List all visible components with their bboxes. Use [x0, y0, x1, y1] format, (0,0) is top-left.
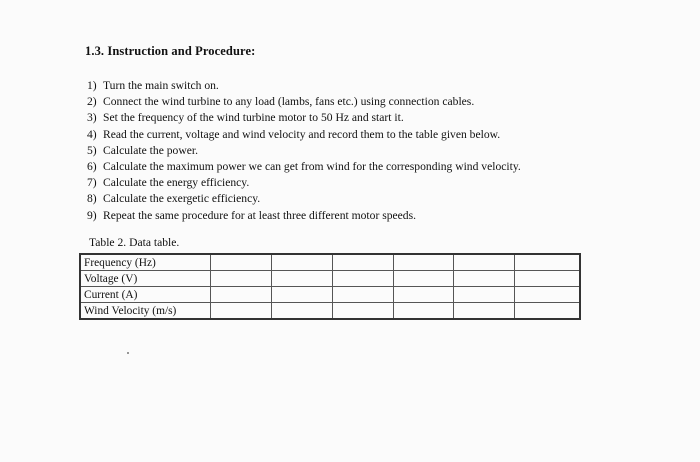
data-cell [211, 303, 272, 320]
data-cell [211, 287, 272, 303]
step-text: Connect the wind turbine to any load (lambs, fans etc.) using connection cables. [103, 95, 475, 109]
data-cell [271, 287, 332, 303]
data-cell [515, 303, 580, 320]
procedure-step [87, 143, 521, 159]
table-row [80, 271, 580, 287]
step-text: Calculate the energy efficiency. [103, 176, 250, 190]
table-caption: Table 2. Data table. [89, 236, 180, 249]
procedure-step [87, 110, 521, 126]
procedure-step [87, 159, 521, 175]
data-cell [271, 303, 332, 320]
step-number: 6) [87, 160, 97, 174]
data-cell [271, 271, 332, 287]
procedure-list [87, 78, 521, 224]
data-cell [211, 254, 272, 271]
step-text: Set the frequency of the wind turbine motor to 50 Hz and start it. [103, 111, 404, 125]
table-row [80, 254, 580, 271]
row-label: Current (A) [80, 287, 211, 303]
step-number: 5) [87, 143, 97, 157]
step-number: 3) [87, 111, 97, 125]
data-cell [332, 254, 393, 271]
data-cell [515, 287, 580, 303]
data-cell [454, 254, 515, 271]
data-cell [393, 254, 454, 271]
procedure-step [87, 175, 521, 191]
step-number: 8) [87, 192, 97, 206]
table-row [80, 303, 580, 320]
procedure-step [87, 94, 521, 110]
step-number: 7) [87, 176, 97, 190]
data-cell [332, 303, 393, 320]
table-row [80, 287, 580, 303]
procedure-step [87, 127, 521, 143]
step-text: Repeat the same procedure for at least three different motor speeds. [103, 208, 417, 222]
data-cell [332, 287, 393, 303]
step-text: Calculate the exergetic efficiency. [103, 192, 261, 206]
row-label: Voltage (V) [80, 271, 211, 287]
step-number: 4) [87, 127, 97, 141]
data-cell [393, 271, 454, 287]
data-cell [515, 271, 580, 287]
data-cell [393, 303, 454, 320]
data-cell [454, 287, 515, 303]
step-text: Read the current, voltage and wind velocity and record them to the table given below. [103, 127, 501, 141]
procedure-step [87, 78, 521, 94]
row-label: Wind Velocity (m/s) [80, 303, 211, 320]
data-cell [515, 254, 580, 271]
step-text: Calculate the power. [103, 143, 198, 157]
data-cell [271, 254, 332, 271]
section-heading: 1.3. Instruction and Procedure: [85, 44, 256, 58]
data-cell [211, 271, 272, 287]
step-text: Calculate the maximum power we can get from wind for the corresponding wind velocity. [103, 160, 521, 174]
procedure-step [87, 191, 521, 207]
stray-dot [127, 352, 129, 354]
procedure-step [87, 208, 521, 224]
data-cell [332, 271, 393, 287]
row-label: Frequency (Hz) [80, 254, 211, 271]
step-text: Turn the main switch on. [103, 79, 219, 92]
data-table [79, 253, 581, 320]
step-number: 1) [87, 79, 97, 92]
data-cell [393, 287, 454, 303]
step-number: 2) [87, 95, 97, 109]
step-number: 9) [87, 208, 97, 222]
data-cell [454, 271, 515, 287]
data-cell [454, 303, 515, 320]
